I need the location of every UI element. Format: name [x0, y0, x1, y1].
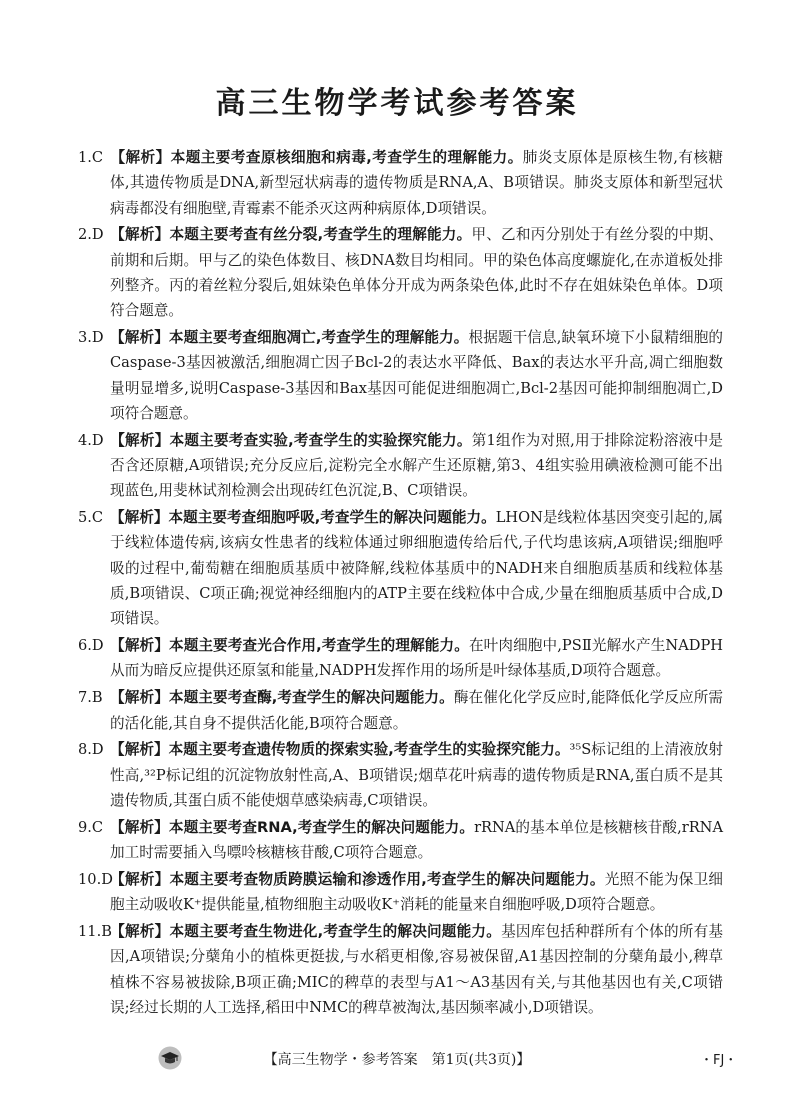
analysis-tag: 【解析】 — [110, 431, 170, 449]
answer-body: 甲、乙和丙分别处于有丝分裂的中期、前期和后期。甲与乙的染色体数目、核DNA数目均相同。甲的染色体高度螺旋化,在赤道板处排列整齐。丙的着丝粒分裂后,姐妹染色单体分开成为两条染色体,此时不存在姐妹染色单体。D项符合题意。 — [110, 226, 723, 320]
answer-number: 6.D — [78, 637, 104, 655]
answer-number: 2.D — [78, 226, 104, 244]
answer-topic: 本题主要考查有丝分裂,考查学生的理解能力。 — [169, 226, 472, 244]
analysis-tag: 【解析】 — [110, 922, 170, 940]
answer-item — [78, 919, 723, 1020]
footer-page-info: 【高三生物学・参考答案 第1页(共3页)】 — [263, 1052, 531, 1068]
footer-region-code: ・FJ・ — [700, 1053, 738, 1068]
answer-topic: 本题主要考查细胞凋亡,考查学生的理解能力。 — [168, 329, 469, 347]
answer-topic: 本题主要考查酶,考查学生的解决问题能力。 — [168, 689, 454, 707]
answer-number: 11.B — [78, 922, 112, 940]
answer-body: rRNA的基本单位是核糖核苷酸,rRNA加工时需要插入鸟嘌呤核糖核苷酸,C项符合题意。 — [110, 818, 723, 862]
answer-list — [78, 145, 723, 1022]
answer-topic: 本题主要考查实验,考查学生的实验探究能力。 — [169, 431, 472, 449]
answer-body: ³⁵S标记组的上清液放射性高,³²P标记组的沉淀物放射性高,A、B项错误;烟草花叶病毒的遗传物质是RNA,蛋白质不是其遗传物质,其蛋白质不能使烟草感染病毒,C项错误。 — [110, 741, 723, 809]
answer-number: 9.C — [78, 818, 104, 836]
answer-number: 10.D — [78, 870, 113, 888]
answer-number: 8.D — [78, 741, 104, 759]
answer-body: LHON是线粒体基因突变引起的,属于线粒体遗传病,该病女性患者的线粒体通过卵细胞遗传给后代,子代均患该病,A项错误;细胞呼吸的过程中,葡萄糖在细胞质基质中被降解,线粒体基质中的NADH来自细胞质基质和线粒体基质,B项错误、C项正确;视觉神经细胞内的ATP主要在线粒体中合成,少量在细胞质基质中合成,D项错误。 — [110, 509, 723, 628]
answer-body: 在叶肉细胞中,PSⅡ光解水产生NADPH从而为暗反应提供还原氢和能量,NADPH发挥作用的场所是叶绿体基质,D项符合题意。 — [110, 637, 723, 680]
answer-number: 7.B — [78, 689, 103, 707]
answer-body: 根据题干信息,缺氧环境下小鼠精细胞的Caspase-3基因被激活,细胞凋亡因子Bcl-2的表达水平降低、Bax的表达水平升高,凋亡细胞数量明显增多,说明Caspase-3基因和Bax基因可能促进细胞凋亡,Bcl-2基因可能抑制细胞凋亡,D项符合题意。 — [110, 329, 724, 422]
answer-number: 5.C — [78, 509, 104, 527]
answer-body: 肺炎支原体是原核生物,有核糖体,其遗传物质是DNA,新型冠状病毒的遗传物质是RNA,A、B项错误。肺炎支原体和新型冠状病毒都没有细胞壁,青霉素不能杀灭这两种病原体,D项错误。 — [110, 149, 724, 217]
answer-item — [78, 867, 723, 918]
analysis-tag: 【解析】 — [110, 870, 170, 888]
analysis-tag: 【解析】 — [110, 329, 169, 347]
answer-item — [78, 737, 723, 813]
answer-body: 基因库包括种群所有个体的所有基因,A项错误;分蘖角小的植株更挺拔,与水稻更相像,容易被保留,A1基因控制的分蘖角最小,稗草植株不容易被拔除,B项正确;MIC的稗草的表型与A1～A3基因有关,与其他基因也有关,C项错误;经过长期的人工选择,稻田中NMC的稗草被淘汰,基因频率减小,D项错误。 — [110, 922, 723, 1016]
analysis-tag: 【解析】 — [110, 226, 170, 244]
analysis-tag: 【解析】 — [110, 637, 169, 655]
answer-item — [78, 815, 723, 866]
answer-item — [78, 145, 723, 221]
answer-item — [78, 505, 723, 631]
answer-body: 光照不能为保卫细胞主动吸收K⁺提供能量,植物细胞主动吸收K⁺消耗的能量来自细胞呼吸,D项符合题意。 — [110, 870, 723, 914]
answer-body: 酶在催化化学反应时,能降低化学反应所需的活化能,其自身不提供活化能,B项符合题意。 — [110, 689, 724, 732]
page-footer — [0, 1045, 794, 1075]
analysis-tag: 【解析】 — [110, 149, 171, 166]
answer-topic: 本题主要考查RNA,考查学生的解决问题能力。 — [168, 818, 475, 836]
answer-item — [78, 633, 723, 684]
analysis-tag: 【解析】 — [110, 509, 169, 527]
answer-topic: 本题主要考查物质跨膜运输和渗透作用,考查学生的解决问题能力。 — [169, 870, 605, 888]
answer-number: 1.C — [78, 149, 104, 166]
answer-topic: 本题主要考查光合作用,考查学生的理解能力。 — [168, 637, 469, 655]
answer-topic: 本题主要考查细胞呼吸,考查学生的解决问题能力。 — [168, 509, 496, 527]
answer-number: 4.D — [78, 431, 104, 449]
answer-item — [78, 325, 723, 426]
answer-topic: 本题主要考查遗传物质的探索实验,考查学生的实验探究能力。 — [168, 741, 570, 759]
analysis-tag: 【解析】 — [110, 741, 169, 759]
answer-item — [78, 428, 723, 504]
page-title: 高三生物学考试参考答案 — [215, 86, 579, 121]
answer-body: 第1组作为对照,用于排除淀粉溶液中是否含还原糖,A项错误;充分反应后,淀粉完全水解产生还原糖,第3、4组实验用碘液检测可能不出现蓝色,用斐林试剂检测会出现砖红色沉淀,B、C项错误。 — [110, 431, 723, 500]
answer-item — [78, 222, 723, 323]
analysis-tag: 【解析】 — [110, 689, 169, 707]
answer-number: 3.D — [78, 329, 104, 347]
analysis-tag: 【解析】 — [110, 818, 169, 836]
answer-topic: 本题主要考查原核细胞和病毒,考查学生的理解能力。 — [170, 149, 523, 166]
answer-topic: 本题主要考查生物进化,考查学生的解决问题能力。 — [169, 922, 502, 940]
answer-item — [78, 685, 723, 736]
